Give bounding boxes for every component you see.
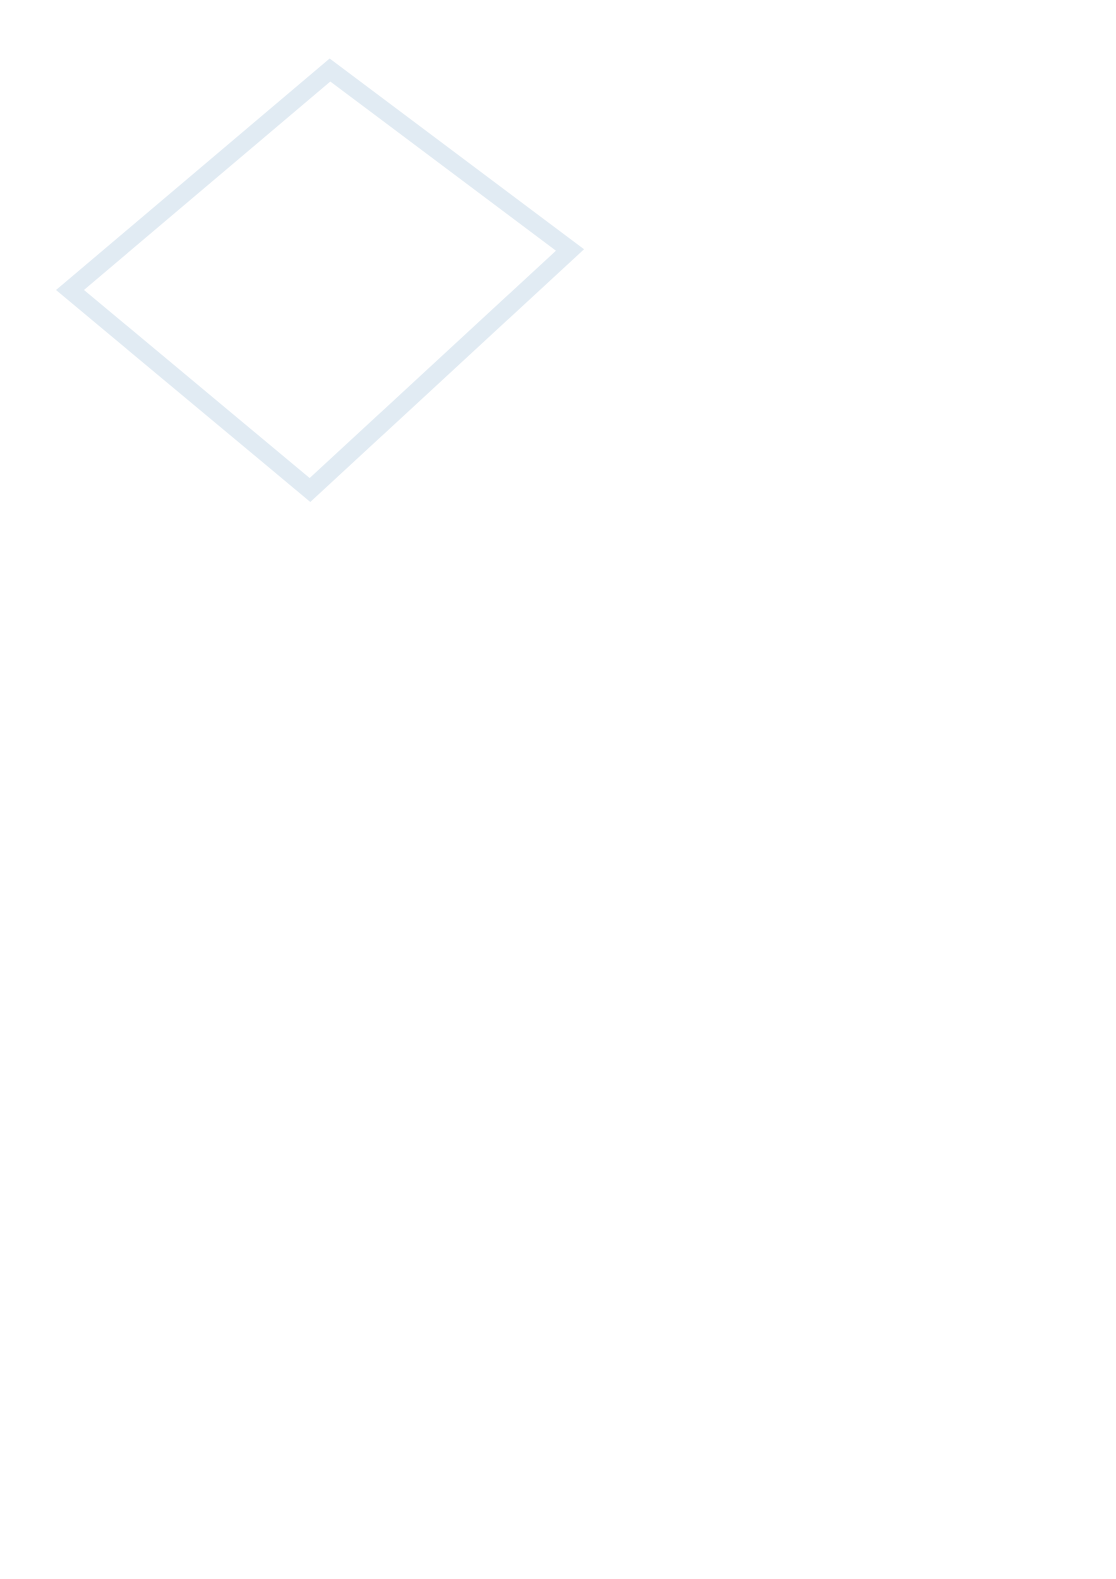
figure-ethanol-spectra [68,1078,616,1308]
watermark-logo [30,30,590,515]
figure-trisubstituted-spectra [660,62,1060,502]
